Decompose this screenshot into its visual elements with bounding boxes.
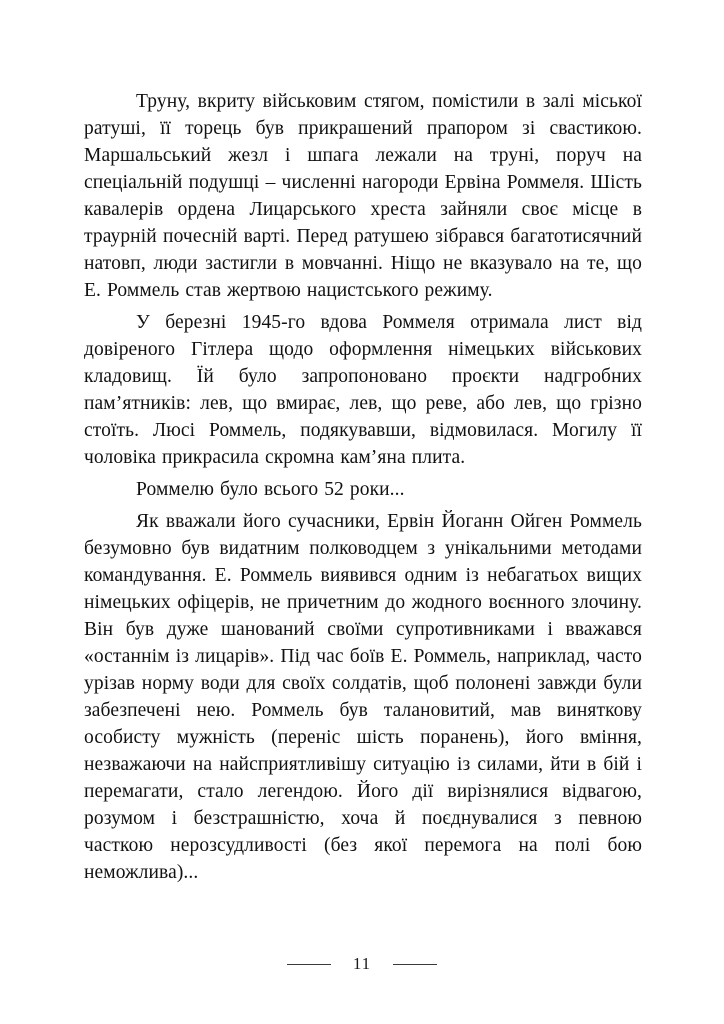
page-number: 11 xyxy=(352,954,372,973)
paragraph: У березні 1945-го вдова Роммеля отримала лист від довіреного Гітлера щодо оформлення німецьких військових кладовищ. Їй було запропоновано проєкти надгробних пам’ятників: лев, що вмирає, лев, що реве, або лев, що грізно стоїть. Люсі Роммель, подякувавши, відмовилася. Могилу її чоловіка прикрасила скромна кам’яна плита. xyxy=(84,312,642,468)
paragraph: Як вважали його сучасники, Ервін Йоганн Ойген Роммель безумовно був видатним полководцем з унікальними методами командування. Е. Роммель виявився одним із небагатьох вищих німецьких офіцерів, не причетним до жодного воєнного злочину. Він був дуже шанований своїми супротивниками і вважався «останнім із лицарів». Під час боїв Е. Роммель, наприклад, часто урізав норму води для своїх солдатів, щоб полонені завжди були забезпечені нею. Роммель був талановитий, мав виняткову особисту мужність (переніс шість поранень), його вміння, незважаючи на найсприятливішу ситуацію із силами, йти в бій і перемагати, стало легендою. Його дії вирізнялися відвагою, розумом і безстрашністю, хоча й поєднувалися з певною часткою нерозсудливості (без якої перемога на полі бою неможлива)... xyxy=(84,511,642,883)
paragraph: Труну, вкриту військовим стягом, помістили в залі міської ратуші, її торець був прикрашений прапором зі свастикою. Маршальський жезл і шпага лежали на труні, поруч на спеціальній подушці – численні нагороди Ервіна Роммеля. Шість кавалерів ордена Лицарського хреста зайняли своє місце в траурній почесній варті. Перед ратушею зібрався багатотисячний натовп, люди застигли в мовчанні. Ніщо не вказувало на те, що Е. Роммель став жертвою нацистського режиму. xyxy=(84,91,642,301)
paragraph: Роммелю було всього 52 роки... xyxy=(136,479,405,500)
text-block xyxy=(84,88,642,891)
footer-rule-right xyxy=(393,964,437,965)
footer-rule-left xyxy=(287,964,331,965)
page-footer xyxy=(0,954,724,974)
